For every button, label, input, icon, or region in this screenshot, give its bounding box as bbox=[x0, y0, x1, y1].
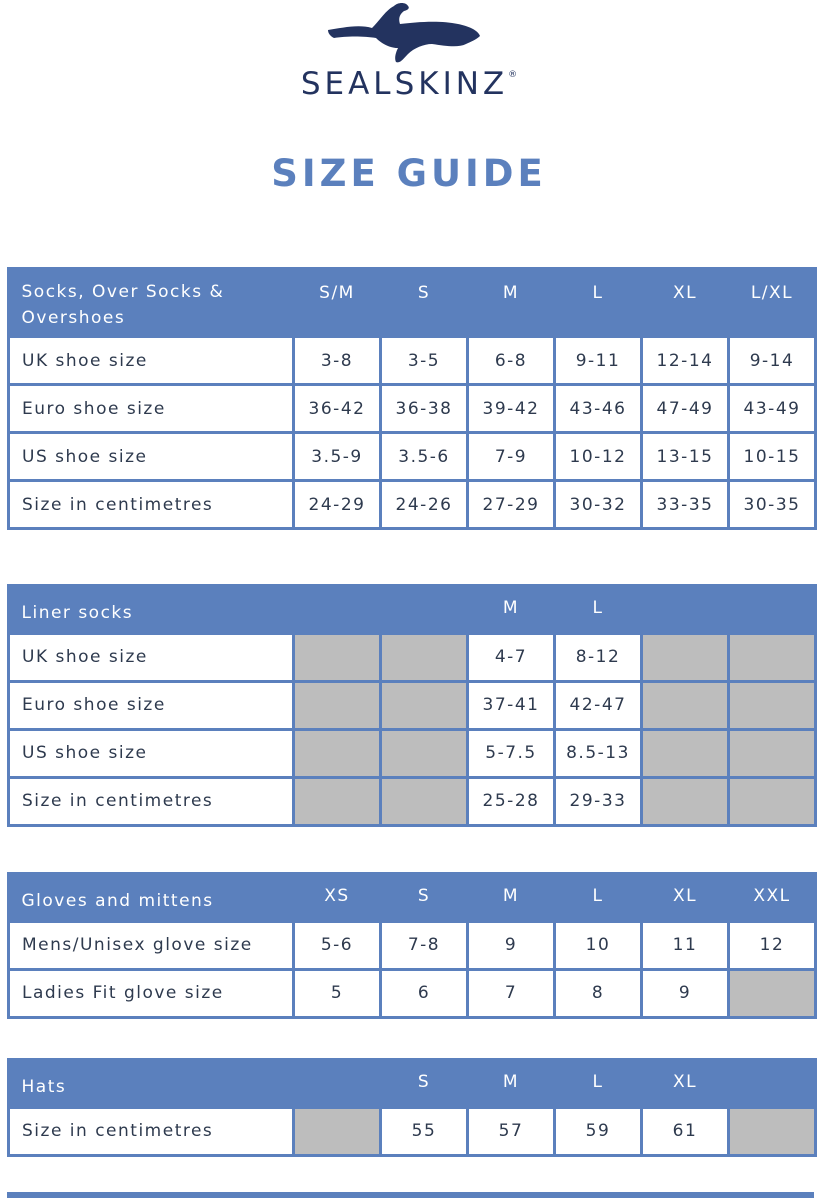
table-cell: 8.5-13 bbox=[555, 729, 642, 777]
table-cell: 10-12 bbox=[555, 433, 642, 481]
size-col-header: L bbox=[555, 585, 642, 633]
size-col-header: L bbox=[555, 1059, 642, 1107]
unavailable-cell bbox=[294, 729, 381, 777]
row-label: Ladies Fit glove size bbox=[9, 969, 294, 1017]
size-col-header bbox=[729, 1059, 816, 1107]
unavailable-cell bbox=[729, 1107, 816, 1155]
table-row bbox=[9, 337, 816, 385]
gloves-size-table bbox=[7, 872, 817, 1019]
table-cell: 8-12 bbox=[555, 633, 642, 681]
table-cell: 7-8 bbox=[381, 921, 468, 969]
table-row bbox=[9, 681, 816, 729]
unavailable-cell bbox=[729, 969, 816, 1017]
table-cell: 10 bbox=[555, 921, 642, 969]
brand-name: SEALSKINZ bbox=[300, 66, 509, 102]
size-col-header: S bbox=[381, 1059, 468, 1107]
socks-table-title: Socks, Over Socks & Overshoes bbox=[9, 268, 294, 337]
table-cell: 36-38 bbox=[381, 385, 468, 433]
table-cell: 42-47 bbox=[555, 681, 642, 729]
table-header-row bbox=[9, 585, 816, 633]
table-cell: 39-42 bbox=[468, 385, 555, 433]
table-cell: 43-49 bbox=[729, 385, 816, 433]
table-cell: 9 bbox=[642, 969, 729, 1017]
table-cell: 5 bbox=[294, 969, 381, 1017]
table-row bbox=[9, 1107, 816, 1155]
table-cell: 57 bbox=[468, 1107, 555, 1155]
table-cell: 5-7.5 bbox=[468, 729, 555, 777]
gloves-table-title: Gloves and mittens bbox=[9, 873, 294, 921]
hats-size-table bbox=[7, 1058, 817, 1157]
table-cell: 55 bbox=[381, 1107, 468, 1155]
unavailable-cell bbox=[642, 729, 729, 777]
unavailable-cell bbox=[642, 777, 729, 825]
size-col-header: L bbox=[555, 873, 642, 921]
table-cell: 12-14 bbox=[642, 337, 729, 385]
table-cell: 9-14 bbox=[729, 337, 816, 385]
size-col-header: M bbox=[468, 268, 555, 337]
table-cell: 7 bbox=[468, 969, 555, 1017]
unavailable-cell bbox=[729, 681, 816, 729]
table-cell: 37-41 bbox=[468, 681, 555, 729]
size-col-header bbox=[381, 585, 468, 633]
table-cell: 4-7 bbox=[468, 633, 555, 681]
row-label: Size in centimetres bbox=[9, 481, 294, 529]
row-label: Mens/Unisex glove size bbox=[9, 921, 294, 969]
size-col-header bbox=[642, 585, 729, 633]
table-row bbox=[9, 633, 816, 681]
liner-table-title: Liner socks bbox=[9, 585, 294, 633]
unavailable-cell bbox=[381, 681, 468, 729]
table-cell: 47-49 bbox=[642, 385, 729, 433]
unavailable-cell bbox=[294, 1107, 381, 1155]
table-cell: 8 bbox=[555, 969, 642, 1017]
unavailable-cell bbox=[729, 729, 816, 777]
unavailable-cell bbox=[729, 633, 816, 681]
size-col-header: XL bbox=[642, 1059, 729, 1107]
page-title: SIZE GUIDE bbox=[271, 152, 547, 195]
next-table-edge bbox=[7, 1192, 814, 1198]
unavailable-cell bbox=[294, 681, 381, 729]
table-cell: 5-6 bbox=[294, 921, 381, 969]
unavailable-cell bbox=[729, 777, 816, 825]
table-cell: 3.5-9 bbox=[294, 433, 381, 481]
row-label: UK shoe size bbox=[9, 337, 294, 385]
size-col-header: L/XL bbox=[729, 268, 816, 337]
table-cell: 43-46 bbox=[555, 385, 642, 433]
table-cell: 25-28 bbox=[468, 777, 555, 825]
table-cell: 3.5-6 bbox=[381, 433, 468, 481]
size-col-header: L bbox=[555, 268, 642, 337]
unavailable-cell bbox=[381, 729, 468, 777]
unavailable-cell bbox=[381, 777, 468, 825]
table-cell: 27-29 bbox=[468, 481, 555, 529]
table-cell: 24-29 bbox=[294, 481, 381, 529]
table-header-row bbox=[9, 1059, 816, 1107]
row-label: UK shoe size bbox=[9, 633, 294, 681]
table-cell: 24-26 bbox=[381, 481, 468, 529]
table-cell: 30-35 bbox=[729, 481, 816, 529]
socks-size-table bbox=[7, 267, 817, 530]
row-label: Size in centimetres bbox=[9, 777, 294, 825]
size-col-header bbox=[294, 1059, 381, 1107]
size-col-header: XS bbox=[294, 873, 381, 921]
size-col-header: XXL bbox=[729, 873, 816, 921]
size-col-header bbox=[294, 585, 381, 633]
brand-logo bbox=[0, 0, 818, 110]
size-col-header: M bbox=[468, 585, 555, 633]
size-col-header: M bbox=[468, 1059, 555, 1107]
table-cell: 11 bbox=[642, 921, 729, 969]
table-cell: 61 bbox=[642, 1107, 729, 1155]
size-col-header: S bbox=[381, 873, 468, 921]
row-label: Euro shoe size bbox=[9, 681, 294, 729]
table-cell: 3-8 bbox=[294, 337, 381, 385]
size-col-header: XL bbox=[642, 268, 729, 337]
row-label: US shoe size bbox=[9, 729, 294, 777]
size-col-header: S bbox=[381, 268, 468, 337]
table-header-row bbox=[9, 873, 816, 921]
table-cell: 36-42 bbox=[294, 385, 381, 433]
table-cell: 6-8 bbox=[468, 337, 555, 385]
row-label: US shoe size bbox=[9, 433, 294, 481]
table-row bbox=[9, 969, 816, 1017]
table-cell: 7-9 bbox=[468, 433, 555, 481]
unavailable-cell bbox=[294, 777, 381, 825]
table-cell: 10-15 bbox=[729, 433, 816, 481]
unavailable-cell bbox=[294, 633, 381, 681]
table-row bbox=[9, 433, 816, 481]
table-row bbox=[9, 777, 816, 825]
row-label: Euro shoe size bbox=[9, 385, 294, 433]
size-col-header: XL bbox=[642, 873, 729, 921]
table-cell: 12 bbox=[729, 921, 816, 969]
size-col-header: S/M bbox=[294, 268, 381, 337]
table-cell: 59 bbox=[555, 1107, 642, 1155]
unavailable-cell bbox=[642, 681, 729, 729]
trademark-symbol: ® bbox=[508, 70, 518, 80]
size-col-header: M bbox=[468, 873, 555, 921]
table-cell: 33-35 bbox=[642, 481, 729, 529]
table-header-row bbox=[9, 268, 816, 337]
liner-socks-size-table bbox=[7, 584, 817, 827]
table-row bbox=[9, 481, 816, 529]
seal-logo-icon bbox=[328, 2, 480, 64]
table-row bbox=[9, 385, 816, 433]
unavailable-cell bbox=[642, 633, 729, 681]
table-row bbox=[9, 729, 816, 777]
unavailable-cell bbox=[381, 633, 468, 681]
table-cell: 29-33 bbox=[555, 777, 642, 825]
table-cell: 6 bbox=[381, 969, 468, 1017]
table-row bbox=[9, 921, 816, 969]
table-cell: 3-5 bbox=[381, 337, 468, 385]
size-col-header bbox=[729, 585, 816, 633]
table-cell: 9 bbox=[468, 921, 555, 969]
table-cell: 9-11 bbox=[555, 337, 642, 385]
hats-table-title: Hats bbox=[9, 1059, 294, 1107]
brand-wordmark bbox=[0, 66, 818, 102]
table-cell: 30-32 bbox=[555, 481, 642, 529]
row-label: Size in centimetres bbox=[9, 1107, 294, 1155]
table-cell: 13-15 bbox=[642, 433, 729, 481]
